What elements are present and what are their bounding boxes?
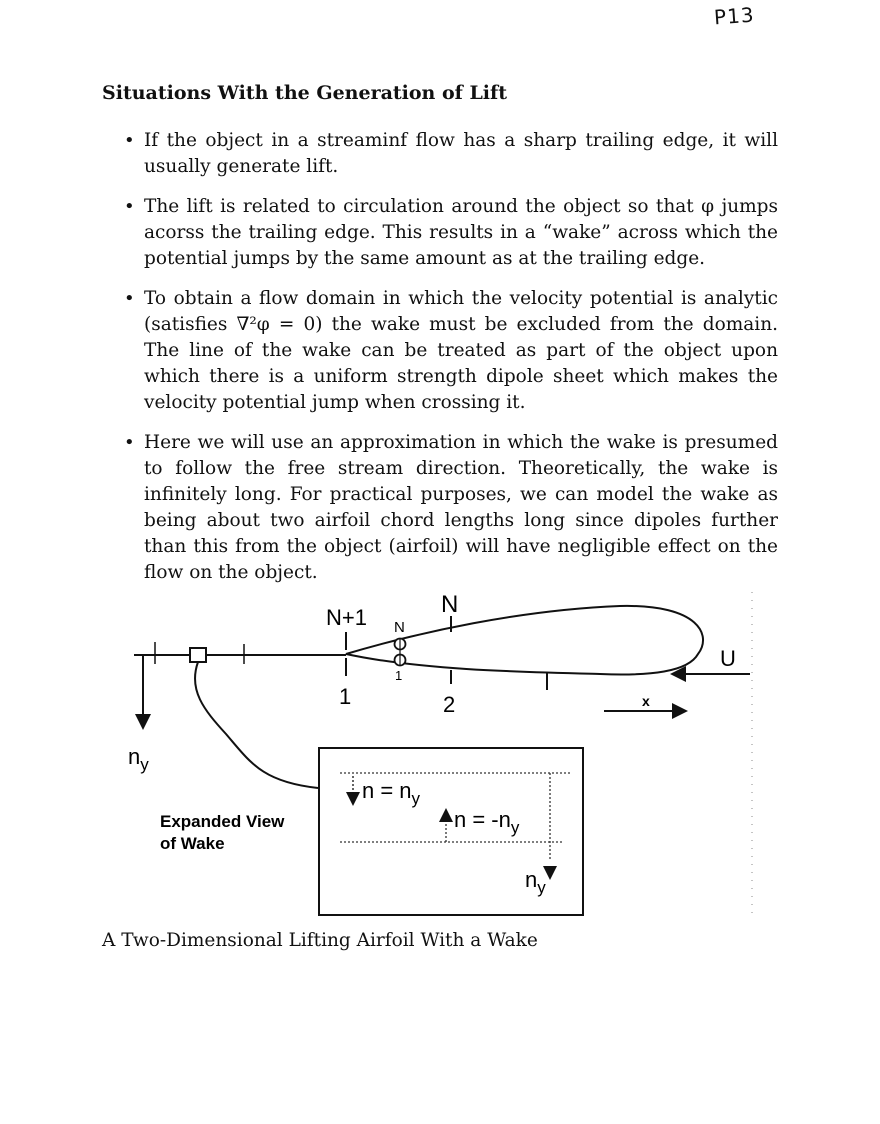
label-freestream-u: U: [720, 646, 736, 671]
label-n-plus-1: N+1: [326, 605, 367, 630]
expanded-view-label-2: of Wake: [160, 834, 225, 853]
label-panel-2: 2: [443, 692, 456, 717]
label-n-upper: N: [441, 591, 459, 618]
wake-panel-marker: [190, 648, 206, 662]
bullet-item: • If the object in a streaminf flow has a sharp trailing edge, it will usually generate lift.: [122, 128, 778, 180]
inset-ny-y: y: [537, 878, 546, 897]
label-n-small: N: [394, 619, 405, 636]
label-1-small: 1: [395, 668, 403, 683]
bullet-list: [122, 128, 778, 600]
section-heading: Situations With the Generation of Lift: [102, 82, 507, 104]
page-number: P13: [713, 2, 756, 30]
label-panel-1: 1: [339, 684, 352, 709]
label-ny-left-y: y: [140, 755, 149, 774]
label-ny-left: [128, 744, 149, 774]
inset-eq-upper-sub: y: [411, 789, 421, 808]
bullet-item: • The lift is related to circulation around the object so that φ jumps acorss the trailing edge. This results in a “wake” across which the potential jumps by the same amount as at the trailing edge.: [122, 194, 778, 272]
airfoil-wake-figure: [0, 580, 880, 920]
label-x: x: [642, 693, 650, 709]
inset-eq-upper-main: n = n: [362, 778, 412, 803]
inset-eq-lower-main: n = -n: [454, 807, 511, 832]
figure-caption: A Two-Dimensional Lifting Airfoil With a Wake: [102, 930, 538, 951]
bullet-item: • To obtain a flow domain in which the velocity potential is analytic (satisfies ∇²φ = 0) the wake must be excluded from the domain. The line of the wake can be treated as part of the object upon which there is a uniform strength dipole sheet which makes the velocity potential jump when crossing it.: [122, 286, 778, 416]
inset-ny-n: n: [525, 867, 538, 892]
bullet-item: • Here we will use an approximation in which the wake is presumed to follow the free stream direction. Theoretically, the wake is infinitely long. For practical purposes, we can model the wake as being about two airfoil chord lengths long since dipoles further than this from the object (airfoil) will have negligible effect on the flow on the object.: [122, 430, 778, 586]
expanded-view-label: Expanded View: [160, 812, 285, 831]
expanded-view-leader: [195, 662, 318, 788]
label-ny-left-n: n: [128, 744, 141, 769]
inset-eq-lower-sub: y: [510, 818, 520, 837]
